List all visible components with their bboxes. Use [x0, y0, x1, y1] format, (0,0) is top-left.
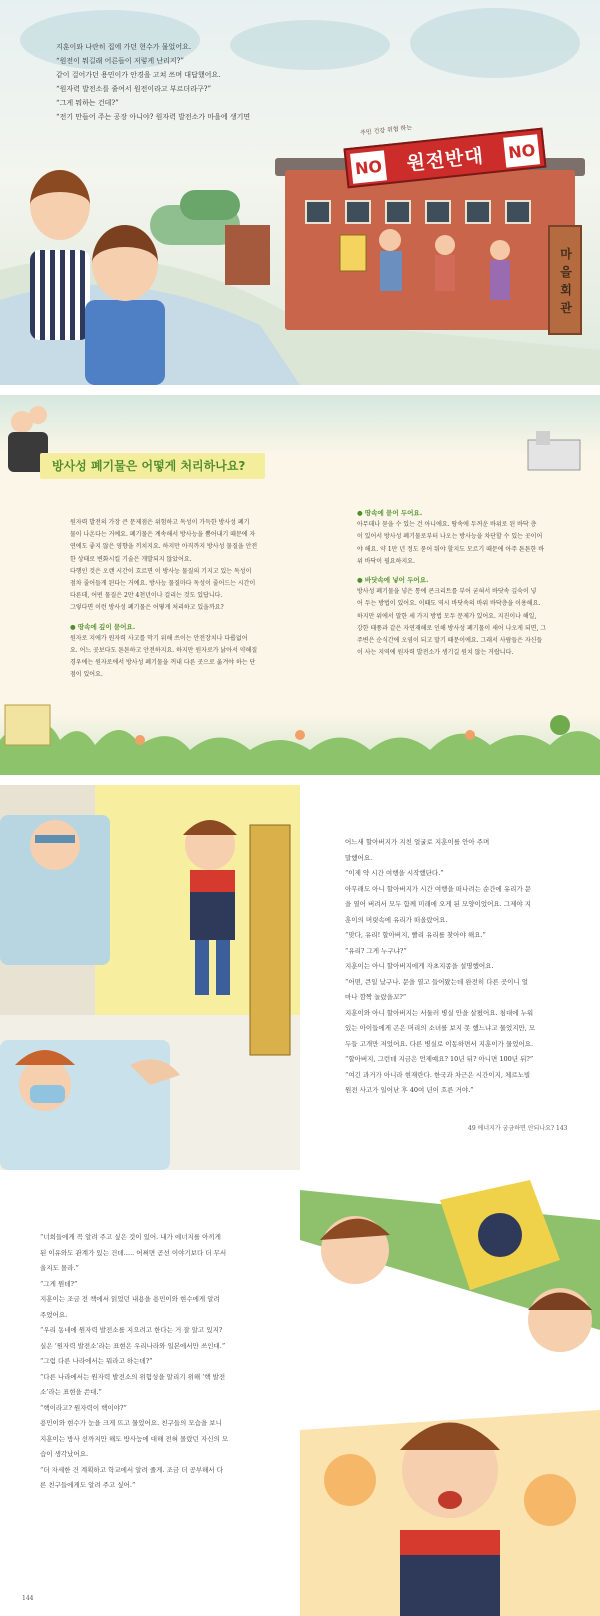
boy-shirt-striped — [30, 250, 90, 340]
info-line: 연에도 좋지 않은 영향을 끼치지요. 하지만 아직까지 방사성 물질을 안전 — [70, 543, 258, 551]
info-line: 주변은 순식간에 오염이 되고 말기 때문이에요. 그래서 사람들은 자신들 — [357, 637, 543, 645]
story-line: “너희들에게 꼭 알려 주고 싶은 것이 있어. 내가 에너지를 아끼게 — [40, 1233, 221, 1241]
info-line: 강한 태풍과 같은 자연재해로 인해 방사성 폐기물이 새어 나오게 되면, 그 — [357, 624, 547, 632]
info-line: 이 사는 지역에 원자력 발전소가 생기길 원치 않는 거랍니다. — [357, 649, 514, 657]
story-line: “그럼 다른 나라에서는 뭐라고 하는데?” — [40, 1357, 153, 1365]
subheading: ● 땅속에 묻어 두어요. — [357, 509, 423, 517]
subheading: ● 땅속에 깊이 묻어요. — [70, 622, 136, 631]
info-line: 점이 있어요. — [70, 671, 103, 679]
page-number: 144 — [22, 1595, 34, 1602]
info-line: 이 있어서 방사성 폐기물로부터 나오는 방사능을 차단할 수 있는 곳이어 — [357, 533, 543, 541]
story-line: “다른 나라에서는 원자력 발전소의 위험성을 알리기 위해 ‘핵 발전 — [40, 1372, 226, 1381]
chair-illustration — [0, 695, 60, 755]
info-line: 요. 어느 곳보다도 튼튼하고 안전하지요. 하지만 원자로가 낡아서 약해질 — [70, 647, 258, 655]
story-line: “더 자세한 건 계획하고 학교에서 알려 줄게. 조금 더 공부해서 다 — [40, 1465, 224, 1474]
story-line: 된 이유와도 관계가 있는 건데….. 어쩌면 곧선 이야기보다 더 무서 — [40, 1248, 227, 1257]
grass-border — [0, 695, 600, 775]
story-line: “할아버지, 그런데 지금은 언제예요? 10년 뒤? 아니면 100년 뒤?” — [345, 1055, 534, 1063]
story-line: “어떤, 큰일 났구나. 문을 열고 들어왔는데 완전히 다른 곳이니 얼 — [345, 977, 529, 986]
story-line: 습이 생각났어요. — [40, 1450, 89, 1458]
story-line: “원자력 발전소를 줄여서 원전이라고 부르더라구?” — [56, 85, 212, 93]
story-text-3 — [345, 835, 575, 1099]
pillar-sign: 마을 회관 — [560, 247, 572, 315]
info-line: 점차 줄어들게 된다는 거예요. 방사능 물질마다 독성이 줄어드는 시간이 — [70, 580, 256, 588]
info-line: 물이 나온다는 거예요. 폐기물은 계속해서 방사능을 뿜어내기 때문에 자 — [70, 531, 256, 539]
plant-illustration — [520, 425, 590, 475]
story-line: “이제 약 시간 여행을 시작했단다.” — [345, 869, 444, 877]
info-left-column — [70, 517, 257, 682]
info-line: 다른데, 어떤 물질은 2만 4천년이나 걸리는 것도 있답니다. — [70, 592, 223, 600]
page-footer: 49 에너지가 궁금하면 안되나요? 143 — [468, 1125, 568, 1132]
cloud — [410, 8, 580, 78]
story-line: 을 열어 버려서 모두 함께 미래에 오게 된 모양이었어요. 그제야 지 — [345, 900, 531, 908]
story-line: 주었어요. — [40, 1310, 68, 1319]
info-line: 원자로 지에가 원자력 사고를 막기 위해 쓰이는 안전장치나 다룹없어 — [70, 634, 248, 642]
story-line: 울지도 몰라.” — [40, 1264, 79, 1272]
story-line: 실은 ‘원자력 발전소’라는 표현은 우리나라와 일본에서만 쓰인대.” — [40, 1341, 226, 1350]
story-line: “우리 동네에 원자력 발전소를 지으려고 한다는 거 잘 알고 있지? — [40, 1326, 223, 1334]
info-line: 원자력 발전의 가장 큰 문제점은 위험하고 독성이 가득한 방사성 폐기 — [70, 519, 250, 526]
page-gap — [0, 775, 600, 785]
story-line: 소’라는 표현을 쓴대.” — [40, 1388, 102, 1396]
story-line: 른 친구들에게도 알려 주고 싶어.” — [40, 1481, 136, 1489]
story-line: 지훈이는 방사 선까지만 해도 방사능에 대해 전혀 몰랐던 자신의 모 — [40, 1434, 229, 1443]
spread-kids-talk — [0, 1180, 600, 1616]
info-line: 어 두는 방법이 있어요. 이때도 역시 바닷속의 바위 바닥층을 이용해요. — [357, 600, 541, 608]
gate-pillar — [548, 225, 582, 335]
page-gap — [0, 385, 600, 395]
story-line: 용민이와 현수가 눈을 크게 뜨고 물었어요. 친구들의 모습을 보니 — [40, 1419, 222, 1427]
info-line: 다행인 것은 오랜 시간이 흐르면 이 방사능 물질의 기지고 있는 독성이 — [70, 567, 252, 575]
spread-hospital — [0, 785, 600, 1170]
building-window — [305, 200, 331, 224]
story-line: 두들 고개만 저었어요. 다른 병실로 이동하면서 지훈이가 물었어요. — [345, 1039, 534, 1048]
story-line: “유리? 그게 누구냐?” — [345, 946, 407, 955]
hospital-characters — [0, 785, 300, 1170]
story-line: “핵이라고? 원자력이 핵이야?” — [40, 1403, 127, 1412]
boy-yongmin — [92, 225, 158, 301]
boy-shirt-blue — [85, 300, 165, 385]
story-line: 마나 깜짝 놀랐을꼬?” — [345, 993, 407, 1001]
kids-surprised-drawing — [300, 1180, 600, 1616]
story-line: 말했어요. — [345, 853, 373, 862]
story-line: “원전이 뭐길래 어른들이 저렇게 난리지?” — [56, 57, 185, 65]
hospital-illustration — [0, 785, 300, 1170]
banner-subtitle: 주민 건강 위협 하는 — [359, 124, 413, 137]
boy-jihun — [30, 170, 90, 240]
info-line: 그렇다면 이런 방사성 폐기물은 어떻게 처리하고 있을까요? — [70, 604, 224, 612]
story-line: “그게 뭐하는 건데?” — [56, 99, 119, 107]
info-right-column — [357, 507, 546, 659]
story-line: “여긴 과거가 아니라 현재란다. 한국과 차근은 시간이지, 체르노빌 — [345, 1070, 531, 1079]
story-line: 있는 아이들에게 곤은 머리의 소녀를 보지 못 했느냐고 물었지만, 모 — [345, 1024, 536, 1032]
section-heading: 방사성 폐기물은 어떻게 처리하나요? — [52, 459, 246, 473]
kids-surprised-illustration — [300, 1180, 600, 1616]
story-line: “전기 만들어 주는 공장 아니야? 원자력 발전소가 마을에 생기면 — [56, 113, 251, 121]
story-line: 지훈이는 조금 전 책에서 읽었던 내용을 용민이와 현수에게 알려 — [40, 1295, 220, 1303]
banner-no-left: NO — [350, 150, 387, 183]
story-line: “그게 뭔데?” — [40, 1279, 78, 1288]
info-line: 방사성 폐기물을 넣은 통에 콘크리트를 부어 굳혀서 바닷속 깊숙이 넣 — [357, 588, 537, 596]
story-text-4 — [40, 1230, 280, 1494]
story-line: 어느새 할아버지가 지친 얼굴로 지훈이를 안아 주며 — [345, 838, 490, 846]
page-gap — [0, 1170, 600, 1180]
info-line: 위 바닥이 필요하지요. — [357, 557, 415, 565]
story-line: 지훈이와 아니 할아버지는 서둘러 병실 안을 살폈어요. 침대에 누워 — [345, 1008, 534, 1017]
story-line: 같이 걸어가던 용민이가 안경을 고쳐 쓰며 대답했어요. — [56, 71, 221, 79]
story-line: 원전 사고가 일어난 후 40여 년이 흐른 거야.” — [345, 1086, 474, 1094]
top-watercolor — [0, 395, 600, 455]
story-line: 지훈이는 아니 할아버지에게 자초지종을 설명했어요. — [345, 962, 494, 970]
banner-title: 원전반대 — [405, 144, 485, 175]
spread-village-protest — [0, 0, 600, 385]
story-line: 훈이의 머릿속에 유리가 떠올랐어요. — [345, 915, 448, 924]
story-line: 지훈이와 나란히 집에 가던 현수가 물었어요. — [56, 43, 192, 51]
info-line: 하지만 위에서 말한 세 가지 방법 모두 문제가 있어요. 지진이나 해일, — [357, 612, 537, 620]
subheading: ● 바닷속에 넣어 두어요. — [357, 576, 429, 585]
banner-no-right: NO — [503, 134, 540, 167]
story-text-1 — [56, 40, 286, 124]
story-line: “맞다, 유리! 할아버지, 빨리 유리를 찾아야 해요.” — [345, 931, 486, 939]
spread-waste-info — [0, 395, 600, 775]
story-line: 아무래도 아니 할아버지가 시간 여행을 떠나려는 순간에 유리가 문 — [345, 884, 532, 893]
info-line: 경우에는 원자로에서 방사성 폐기물을 꺼내 다른 곳으로 옮겨야 하는 단 — [70, 659, 256, 667]
protesters-illustration — [330, 215, 530, 315]
info-line: 한 상태로 변화시킬 기술은 개발되지 않았어요. — [70, 555, 192, 563]
info-line: 아무데나 묻을 수 있는 건 아니에요. 땅속에 두꺼운 바위로 된 바닥 층 — [357, 521, 537, 529]
info-line: 야 해요. 약 1만 년 정도 묻어 둬야 할지도 모르기 때문에 아주 튼튼한 바 — [357, 545, 545, 553]
